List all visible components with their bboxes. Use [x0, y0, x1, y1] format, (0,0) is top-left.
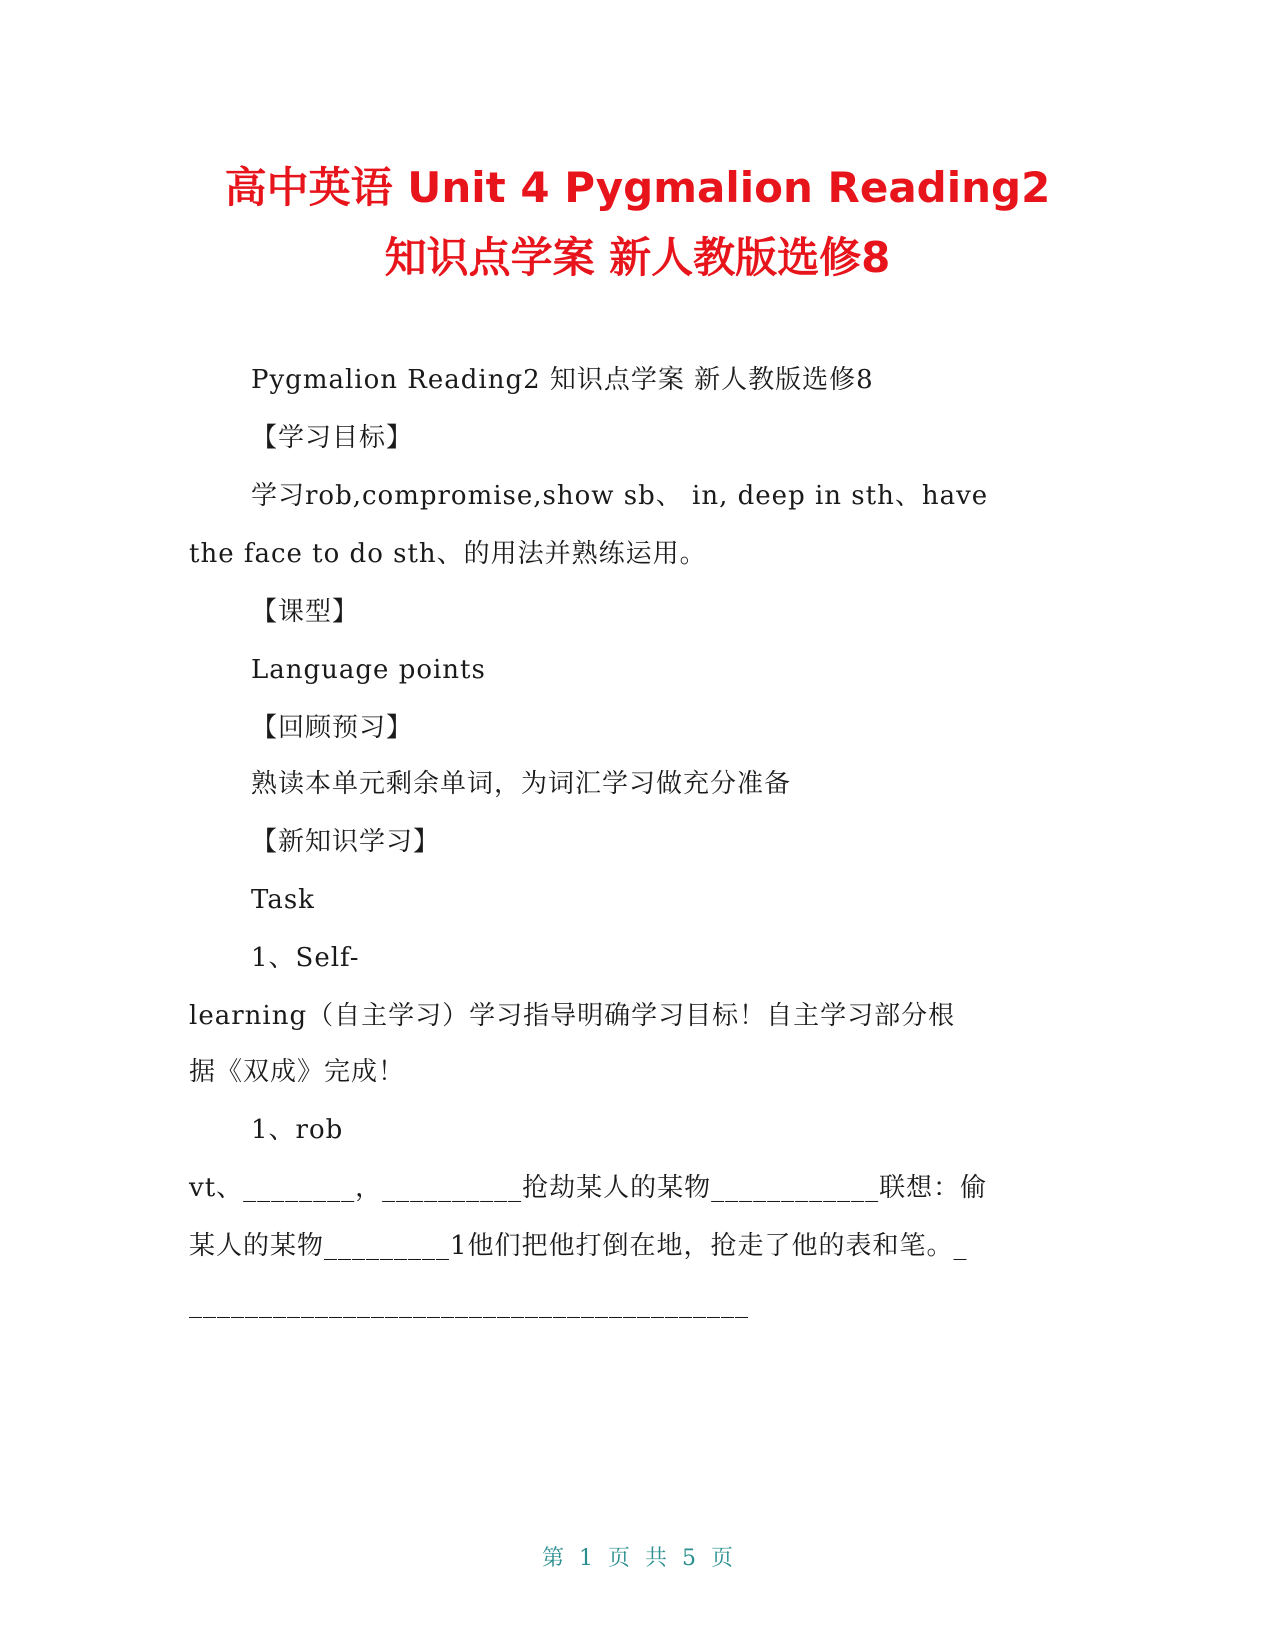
answer-blank-line: ________________________________________: [189, 1289, 749, 1319]
lesson-type-text: Language points: [251, 655, 486, 685]
review-text: 熟读本单元剩余单词，为词汇学习做充分准备: [251, 769, 792, 799]
objectives-text-cont: the face to do sth、的用法并熟练运用。: [189, 539, 707, 569]
footer-label-total: 共: [645, 1546, 668, 1571]
vocab-rob-exercise-cont: 某人的某物_________1他们把他打倒在地，抢走了他的表和笔。_: [189, 1231, 968, 1261]
section-heading-type: 【课型】: [251, 597, 360, 627]
footer-label-of: 页: [607, 1546, 630, 1571]
footer-total-pages: 5: [682, 1546, 697, 1571]
section-heading-review: 【回顾预习】: [251, 713, 414, 743]
footer-label-page: 第: [541, 1546, 564, 1571]
page-footer: [0, 1544, 1275, 1574]
document-title-line-1: 高中英语 Unit 4 Pygmalion Reading2: [224, 163, 1051, 212]
footer-current-page: 1: [578, 1546, 593, 1571]
task-item-1-text-cont: 据《双成》完成！: [189, 1057, 406, 1087]
vocab-rob-exercise: vt、________，__________抢劫某人的某物____________联想：偷: [189, 1173, 988, 1203]
task-label: Task: [251, 885, 315, 915]
section-heading-objectives: 【学习目标】: [251, 423, 414, 453]
footer-label-end: 页: [711, 1546, 734, 1571]
document-title-line-2: 知识点学案 新人教版选修8: [384, 233, 891, 282]
subtitle-line: Pygmalion Reading2 知识点学案 新人教版选修8: [251, 365, 874, 395]
objectives-text: 学习rob,compromise,show sb、 in, deep in sth、have: [251, 481, 989, 511]
task-item-1-text: learning（自主学习）学习指导明确学习目标！自主学习部分根: [189, 1001, 956, 1031]
task-item-1: 1、Self-: [251, 943, 360, 973]
vocab-item-rob: 1、rob: [251, 1115, 344, 1145]
section-heading-new-knowledge: 【新知识学习】: [251, 827, 441, 857]
